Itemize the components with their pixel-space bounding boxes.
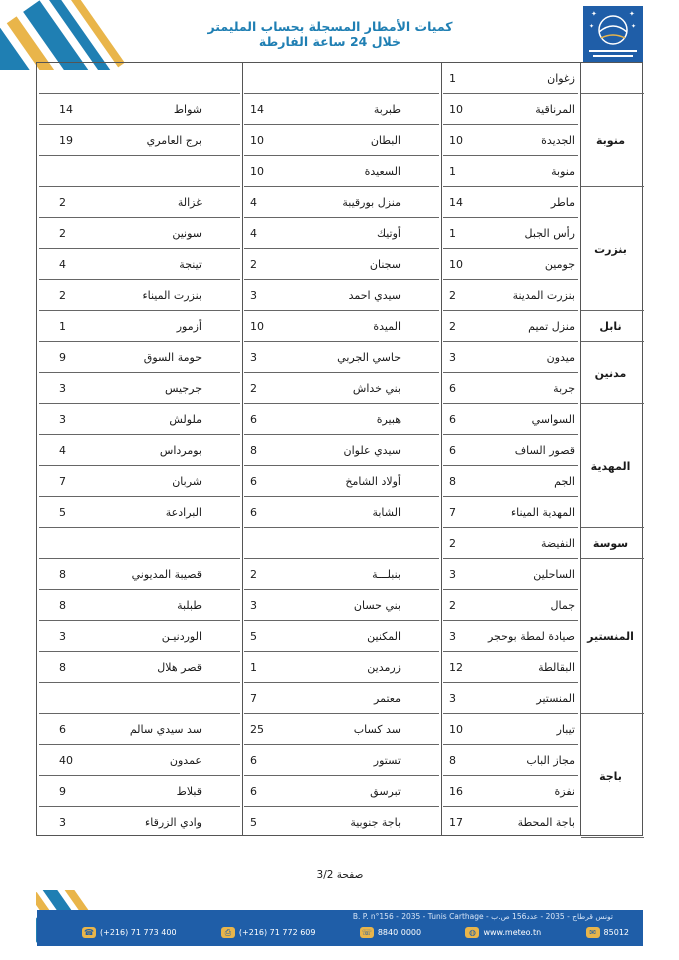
rainfall-table bbox=[36, 62, 643, 836]
rainfall-value: 19 bbox=[59, 134, 73, 147]
station-name: سد سيدي سالم bbox=[129, 723, 202, 736]
station-name: المهدية الميناء bbox=[511, 506, 575, 519]
rainfall-value: 3 bbox=[449, 692, 456, 705]
station-name: السواسي bbox=[531, 413, 575, 426]
rainfall-value: 1 bbox=[449, 227, 456, 240]
rainfall-value: 8 bbox=[59, 599, 66, 612]
table-row bbox=[37, 466, 642, 497]
rainfall-value: 4 bbox=[250, 227, 257, 240]
station-name: سونين bbox=[172, 227, 202, 240]
table-row bbox=[37, 621, 642, 652]
rainfall-value: 2 bbox=[59, 227, 66, 240]
rainfall-value: 6 bbox=[250, 785, 257, 798]
rainfall-value: 5 bbox=[59, 506, 66, 519]
table-row bbox=[37, 187, 642, 218]
rainfall-value: 6 bbox=[449, 413, 456, 426]
rainfall-value: 25 bbox=[250, 723, 264, 736]
rainfall-value: 2 bbox=[250, 382, 257, 395]
title-line-1: كميات الأمطار المسجلة بحساب المليمتر bbox=[207, 19, 453, 34]
svg-text:✦: ✦ bbox=[591, 10, 597, 18]
rainfall-value: 10 bbox=[250, 165, 264, 178]
document-title bbox=[200, 19, 460, 49]
hotline-icon: ☏ bbox=[361, 928, 372, 937]
station-name: طبلبة bbox=[177, 599, 202, 612]
footer-sms-text: 85012 bbox=[603, 928, 629, 937]
rainfall-value: 2 bbox=[449, 537, 456, 550]
station-name: شربان bbox=[172, 475, 202, 488]
station-name: باجة جنوبية bbox=[350, 816, 401, 829]
rainfall-value: 2 bbox=[449, 599, 456, 612]
governorate-label: منوبة bbox=[596, 134, 625, 147]
governorate-label: بنزرت bbox=[594, 242, 627, 256]
table-row bbox=[37, 497, 642, 528]
station-name: الساحلين bbox=[533, 568, 575, 581]
table-row bbox=[37, 373, 642, 404]
rainfall-value: 10 bbox=[449, 723, 463, 736]
station-name: الشابة bbox=[372, 506, 401, 519]
rainfall-value: 14 bbox=[449, 196, 463, 209]
station-name: ميدون bbox=[546, 351, 575, 364]
station-name: سد كساب bbox=[353, 723, 401, 736]
table-row bbox=[37, 652, 642, 683]
svg-text:✦: ✦ bbox=[629, 10, 635, 18]
table-row bbox=[37, 63, 642, 94]
station-name: شواط bbox=[173, 103, 202, 116]
rainfall-value: 10 bbox=[250, 320, 264, 333]
footer-green-number bbox=[360, 927, 421, 938]
svg-text:✦: ✦ bbox=[589, 23, 595, 30]
table-row bbox=[37, 342, 642, 373]
rainfall-value: 7 bbox=[59, 475, 66, 488]
svg-text:✦: ✦ bbox=[631, 23, 637, 30]
station-name: قبلاط bbox=[176, 785, 202, 798]
title-line-2: خلال 24 ساعة الفارطة bbox=[258, 34, 402, 49]
station-name: بنزرت الميناء bbox=[142, 289, 202, 302]
footer-phone-1 bbox=[82, 927, 177, 938]
station-name: قصر هلال bbox=[157, 661, 202, 674]
station-name: سيدي علوان bbox=[343, 444, 401, 457]
rainfall-value: 2 bbox=[250, 568, 257, 581]
rainfall-value: 4 bbox=[250, 196, 257, 209]
rainfall-value: 3 bbox=[59, 382, 66, 395]
rainfall-value: 2 bbox=[449, 320, 456, 333]
station-name: سجنان bbox=[369, 258, 401, 271]
table-row bbox=[37, 714, 642, 745]
footer-address: B. P. n°156 - 2035 - Tunis Carthage - تونس قرطاج - 2035 - عدد156 ص.ب bbox=[352, 912, 613, 921]
station-name: سيدي احمد bbox=[348, 289, 401, 302]
station-name: المرناقية bbox=[535, 103, 575, 116]
station-name: الوردنيـن bbox=[161, 630, 202, 643]
rainfall-value: 7 bbox=[449, 506, 456, 519]
table-row bbox=[37, 590, 642, 621]
station-name: ملولش bbox=[169, 413, 202, 426]
station-name: قصور الساف bbox=[514, 444, 575, 457]
table-row bbox=[37, 776, 642, 807]
station-name: معتمر bbox=[374, 692, 401, 705]
rainfall-value: 3 bbox=[250, 599, 257, 612]
rainfall-value: 10 bbox=[250, 134, 264, 147]
footer-website-text[interactable]: www.meteo.tn bbox=[483, 928, 542, 937]
footer-website[interactable] bbox=[465, 927, 541, 938]
corner-stripes-decoration bbox=[0, 0, 130, 70]
table-row bbox=[37, 311, 642, 342]
station-name: بني حسان bbox=[353, 599, 401, 612]
station-name: حومة السوق bbox=[143, 351, 202, 364]
station-name: بنزرت المدينة bbox=[512, 289, 575, 302]
rainfall-value: 4 bbox=[59, 444, 66, 457]
rainfall-value: 4 bbox=[59, 258, 66, 271]
governorate-label bbox=[579, 63, 642, 94]
rainfall-value: 10 bbox=[449, 134, 463, 147]
station-name: زغوان bbox=[547, 72, 575, 85]
station-name: زرمدين bbox=[367, 661, 401, 674]
table-row bbox=[37, 280, 642, 311]
rainfall-value: 9 bbox=[59, 785, 66, 798]
rainfall-value: 3 bbox=[449, 568, 456, 581]
station-name: بني خداش bbox=[352, 382, 401, 395]
station-name: الجم bbox=[554, 475, 575, 488]
footer-sms bbox=[586, 927, 629, 938]
rainfall-value: 6 bbox=[250, 754, 257, 767]
institute-logo bbox=[583, 6, 643, 62]
rainfall-value: 9 bbox=[59, 351, 66, 364]
station-name: رأس الجبل bbox=[524, 227, 575, 240]
rainfall-value: 6 bbox=[250, 413, 257, 426]
station-name: برج العامري bbox=[146, 134, 202, 147]
station-name: جمال bbox=[550, 599, 575, 612]
table-row bbox=[37, 125, 642, 156]
rainfall-value: 1 bbox=[449, 165, 456, 178]
rainfall-value: 8 bbox=[449, 754, 456, 767]
table-row bbox=[37, 156, 642, 187]
rainfall-value: 1 bbox=[449, 72, 456, 85]
footer-green-number-text: 8840 0000 bbox=[377, 928, 422, 937]
rainfall-value: 5 bbox=[250, 816, 257, 829]
rainfall-value: 3 bbox=[59, 630, 66, 643]
table-row bbox=[37, 94, 642, 125]
rainfall-value: 2 bbox=[449, 289, 456, 302]
station-name: قصيبة المديوني bbox=[131, 568, 202, 581]
rainfall-value: 1 bbox=[59, 320, 66, 333]
rainfall-value: 2 bbox=[59, 289, 66, 302]
rainfall-value: 3 bbox=[449, 351, 456, 364]
station-name: أزمور bbox=[176, 320, 202, 333]
phone-icon: ☎ bbox=[82, 927, 96, 938]
station-name: هبيرة bbox=[376, 413, 401, 426]
footer-phone-2 bbox=[221, 927, 316, 938]
station-name: تستور bbox=[373, 754, 401, 767]
station-name: المنستير bbox=[536, 692, 575, 705]
station-name: أولاد الشامخ bbox=[345, 475, 401, 488]
table-row bbox=[37, 807, 642, 838]
globe-icon: ◍ bbox=[465, 927, 479, 938]
station-name: الجديدة bbox=[541, 134, 575, 147]
station-name: نفزة bbox=[554, 785, 575, 798]
rainfall-value: 14 bbox=[59, 103, 73, 116]
station-name: جربة bbox=[553, 382, 575, 395]
rainfall-value: 40 bbox=[59, 754, 73, 767]
rainfall-value: 8 bbox=[59, 661, 66, 674]
rainfall-value: 8 bbox=[449, 475, 456, 488]
station-name: تينجة bbox=[179, 258, 202, 271]
rainfall-value: 3 bbox=[59, 816, 66, 829]
station-name: غزالة bbox=[177, 196, 202, 209]
footer-phone-2-text: (+216) 71 772 609 bbox=[238, 928, 316, 937]
station-name: جومين bbox=[544, 258, 575, 271]
station-name: بنبلـــة bbox=[372, 568, 401, 581]
rainfall-value: 6 bbox=[250, 475, 257, 488]
station-name: طبربة bbox=[373, 103, 401, 116]
station-name: صيادة لمطة بوحجر bbox=[487, 630, 575, 643]
governorate-label: باجة bbox=[599, 769, 622, 783]
table-row bbox=[37, 528, 642, 559]
rainfall-value: 3 bbox=[59, 413, 66, 426]
station-name: باجة المحطة bbox=[517, 816, 575, 829]
sms-icon: ✉ bbox=[586, 927, 600, 938]
table-row bbox=[37, 559, 642, 590]
governorate-label: نابل bbox=[599, 320, 622, 333]
rainfall-value: 8 bbox=[59, 568, 66, 581]
station-name: تبرسق bbox=[370, 785, 401, 798]
rainfall-value: 2 bbox=[250, 258, 257, 271]
footer-phone-1-text: (+216) 71 773 400 bbox=[100, 928, 177, 937]
station-name: البطان bbox=[370, 134, 401, 147]
station-name: وادي الزرقاء bbox=[145, 816, 202, 829]
rainfall-value: 6 bbox=[59, 723, 66, 736]
table-row bbox=[37, 683, 642, 714]
governorate-label: المنستير bbox=[587, 630, 634, 643]
station-name: منوبة bbox=[551, 165, 575, 178]
station-name: البقالطة bbox=[538, 661, 575, 674]
rainfall-value: 3 bbox=[250, 289, 257, 302]
rainfall-value: 7 bbox=[250, 692, 257, 705]
station-name: النفيضة bbox=[540, 537, 575, 550]
station-name: ماطر bbox=[550, 196, 575, 209]
footer-contacts bbox=[82, 927, 629, 938]
table-row bbox=[37, 218, 642, 249]
page-number: صفحة 3/2 bbox=[316, 869, 364, 881]
rainfall-value: 6 bbox=[250, 506, 257, 519]
governorate-label: مدنين bbox=[594, 366, 627, 380]
table-row bbox=[37, 435, 642, 466]
rainfall-value: 6 bbox=[449, 382, 456, 395]
rainfall-value: 14 bbox=[250, 103, 264, 116]
station-name: المكنين bbox=[367, 630, 401, 643]
footer-bar bbox=[37, 910, 643, 946]
rainfall-value: 1 bbox=[250, 661, 257, 674]
station-name: منزل تميم bbox=[528, 320, 575, 333]
station-name: منزل بورقيبة bbox=[342, 196, 401, 209]
station-name: بومرداس bbox=[159, 444, 202, 457]
rainfall-value: 10 bbox=[449, 103, 463, 116]
station-name: جرجيس bbox=[164, 382, 202, 395]
rainfall-value: 16 bbox=[449, 785, 463, 798]
table-row bbox=[37, 745, 642, 776]
rainfall-value: 8 bbox=[250, 444, 257, 457]
rainfall-value: 3 bbox=[250, 351, 257, 364]
rainfall-value: 2 bbox=[59, 196, 66, 209]
governorate-label: المهدية bbox=[590, 459, 631, 473]
station-name: البرادعة bbox=[165, 506, 202, 519]
rainfall-value: 5 bbox=[250, 630, 257, 643]
rainfall-value: 6 bbox=[449, 444, 456, 457]
station-name: أوتيك bbox=[376, 227, 401, 240]
rainfall-value: 17 bbox=[449, 816, 463, 829]
rainfall-value: 12 bbox=[449, 661, 463, 674]
station-name: مجاز الباب bbox=[526, 754, 575, 767]
table-row bbox=[37, 249, 642, 280]
governorate-divider bbox=[581, 837, 644, 838]
station-name: الميدة bbox=[373, 320, 401, 333]
station-name: تيبار bbox=[556, 723, 575, 736]
table-row bbox=[37, 404, 642, 435]
station-name: حاسي الجربي bbox=[337, 351, 401, 364]
rainfall-value: 10 bbox=[449, 258, 463, 271]
fax-icon: ⎙ bbox=[221, 927, 235, 938]
governorate-label: سوسة bbox=[592, 537, 629, 550]
rainfall-value: 3 bbox=[449, 630, 456, 643]
station-name: السعيدة bbox=[364, 165, 401, 178]
station-name: عمدون bbox=[169, 754, 202, 767]
